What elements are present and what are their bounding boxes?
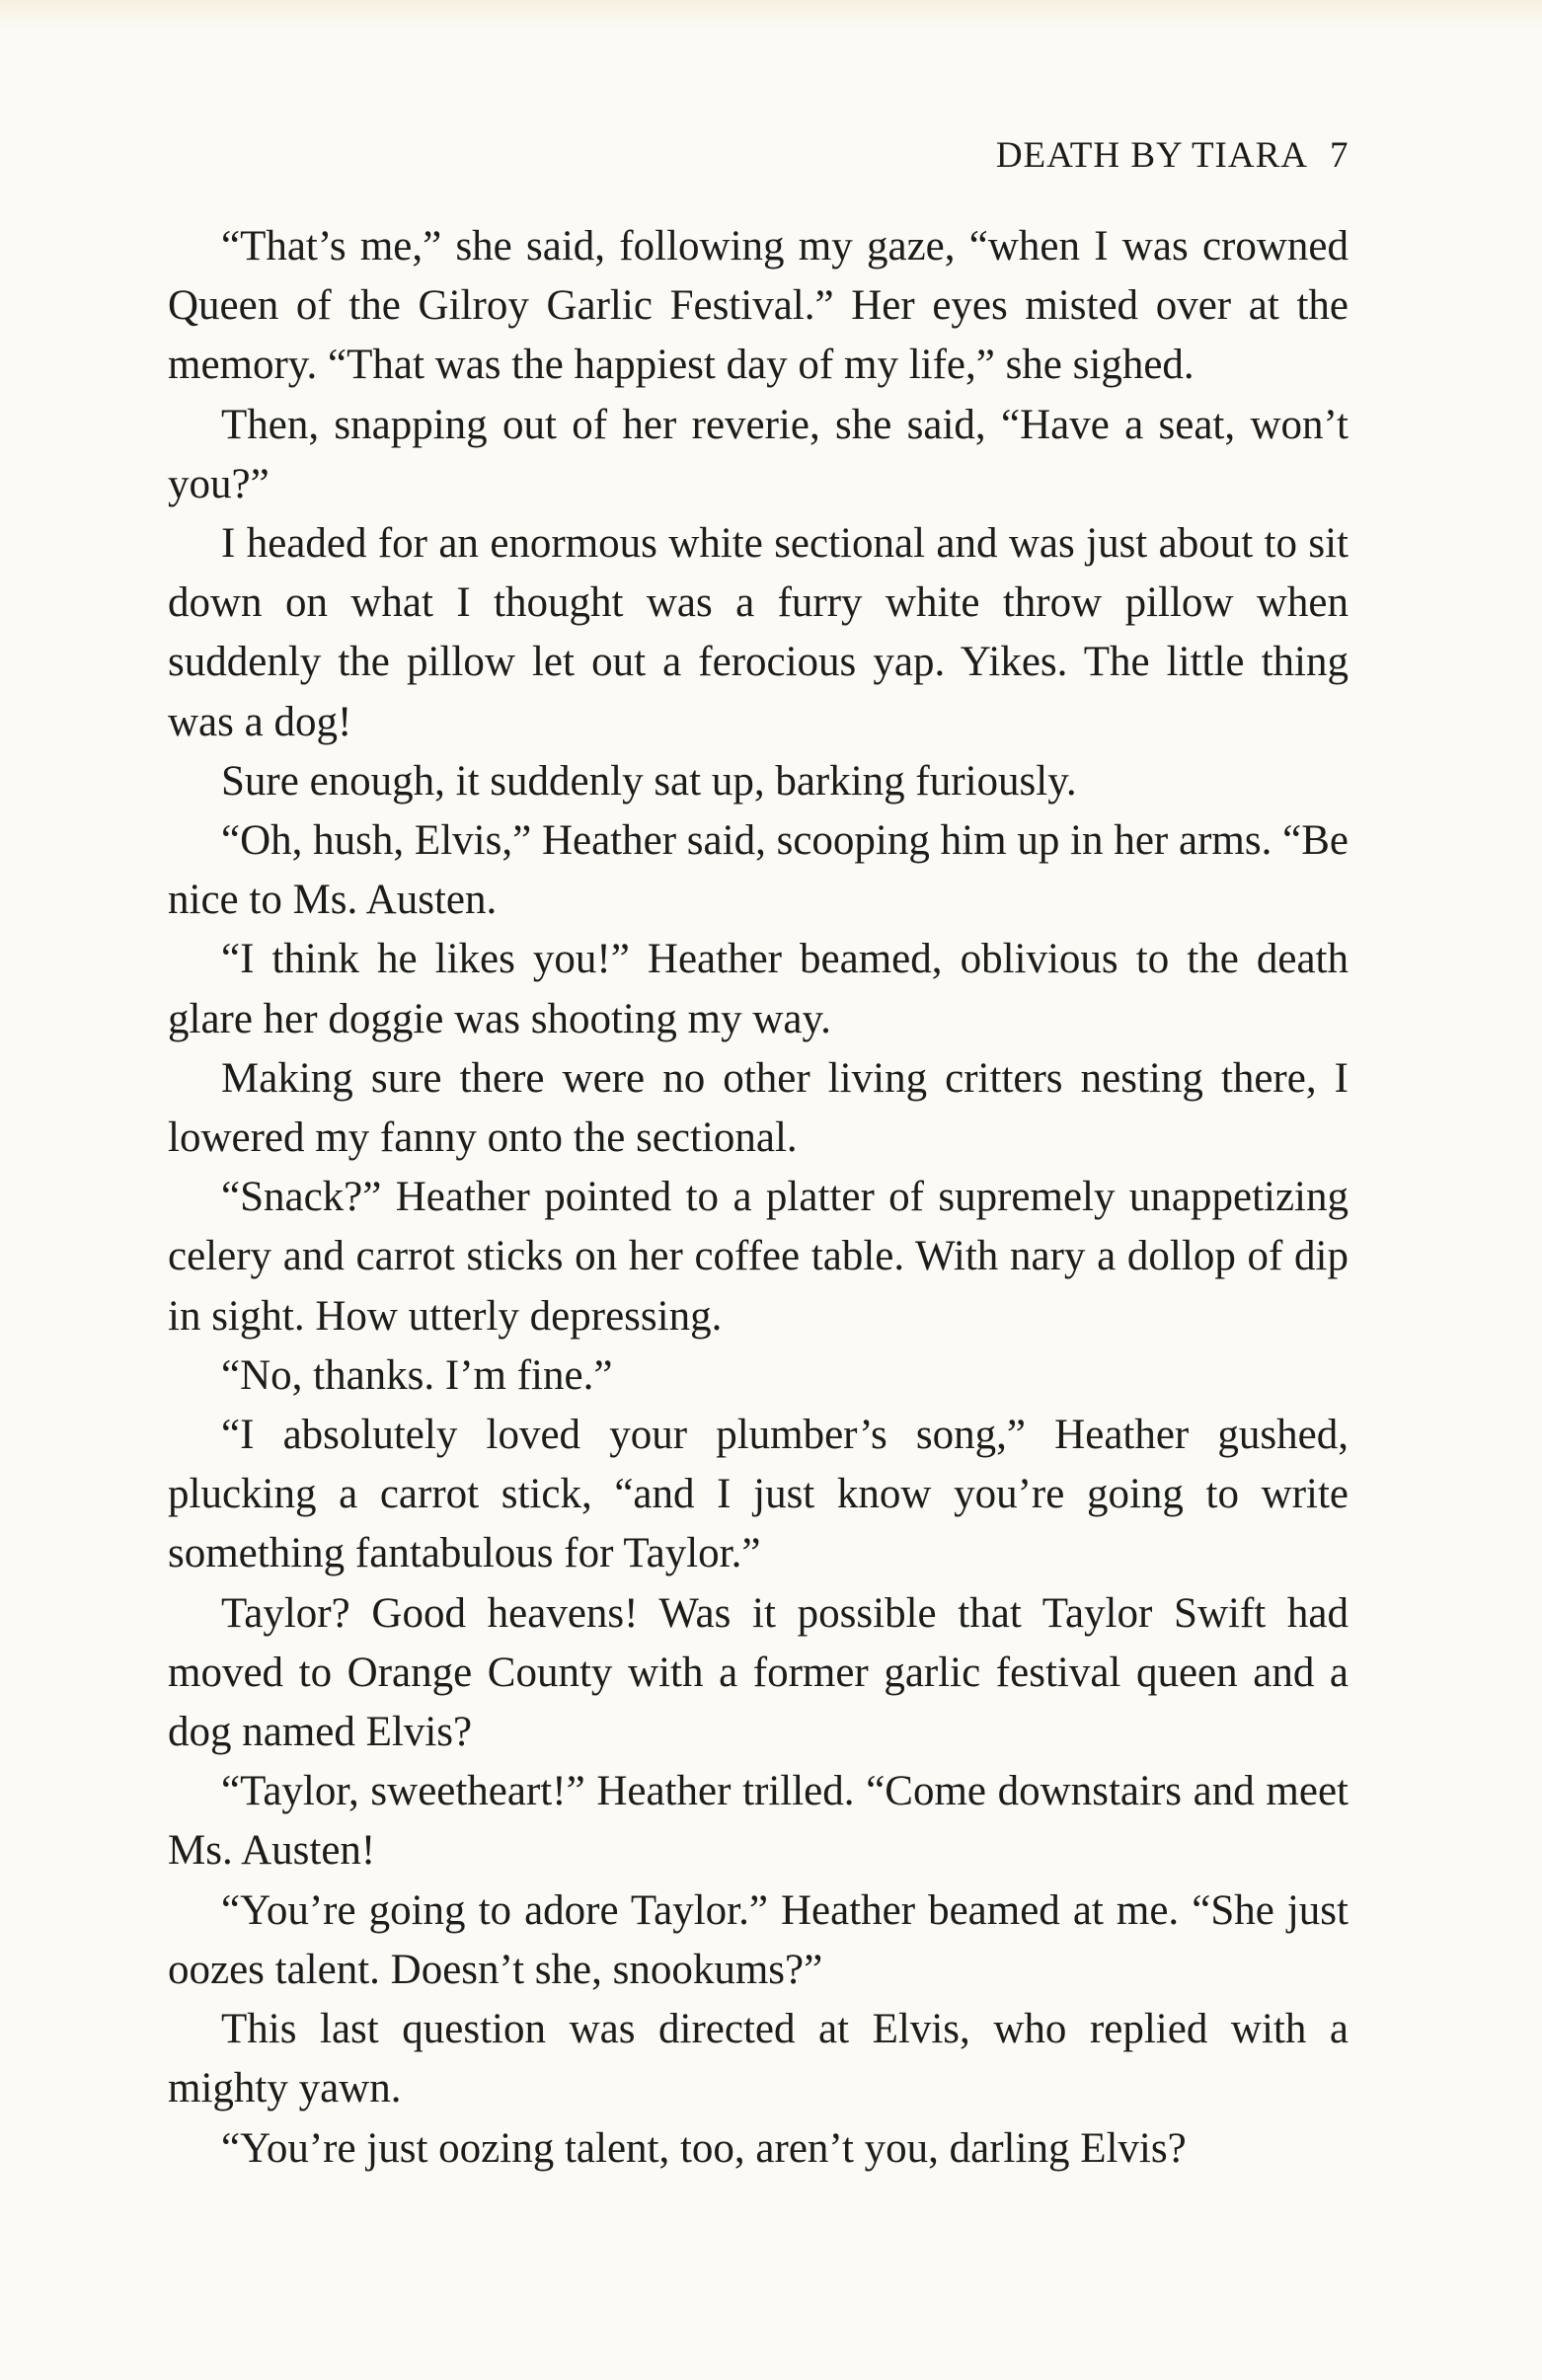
paragraph: “Taylor, sweetheart!” Heather trilled. “Come downstairs and meet Ms. Austen!	[168, 1768, 1349, 1875]
paragraph: Sure enough, it suddenly sat up, barking furiously.	[221, 757, 1077, 805]
page-number: 7	[1330, 135, 1349, 176]
running-head	[168, 132, 1349, 180]
paragraph: Making sure there were no other living critters nesting there, I lowered my fanny onto the sectional.	[168, 1054, 1349, 1162]
body-text	[168, 217, 1349, 2179]
paragraph: Taylor? Good heavens! Was it possible that Taylor Swift had moved to Orange County with a former garlic festival queen and a dog named Elvis?	[168, 1589, 1349, 1756]
paragraph: This last question was directed at Elvis, who replied with a mighty yawn.	[168, 2006, 1349, 2112]
paragraph: “You’re just oozing talent, too, aren’t you, darling Elvis?	[221, 2124, 1187, 2172]
paragraph: “I absolutely loved your plumber’s song,” Heather gushed, plucking a carrot stick, “and I just know you’re going to write something fantabulous for Taylor.”	[168, 1412, 1349, 1577]
paragraph: “No, thanks. I’m fine.”	[221, 1351, 613, 1399]
paragraph: “Oh, hush, Elvis,” Heather said, scooping him up in her arms. “Be nice to Ms. Austen.	[168, 817, 1349, 924]
paragraph: “I think he likes you!” Heather beamed, oblivious to the death glare her doggie was shooting my way.	[168, 936, 1349, 1042]
paragraph: I headed for an enormous white sectional and was just about to sit down on what I thought was a furry white throw pillow when suddenly the pillow let out a ferocious yap. Yikes. The little thing was a dog!	[168, 520, 1349, 745]
running-head-title: DEATH BY TIARA	[995, 135, 1308, 176]
paragraph: “Snack?” Heather pointed to a platter of supremely unappetizing celery and carrot sticks on her coffee table. With nary a dollop of dip in sight. How utterly depressing.	[168, 1174, 1349, 1340]
paragraph: Then, snapping out of her reverie, she said, “Have a seat, won’t you?”	[168, 401, 1349, 507]
paragraph: “You’re going to adore Taylor.” Heather beamed at me. “She just oozes talent. Doesn’t she, snookums?”	[168, 1886, 1349, 1993]
paragraph: “That’s me,” she said, following my gaze, “when I was crowned Queen of the Gilroy Garlic Festival.” Her eyes misted over at the memory. “That was the happiest day of my life,” she sighed.	[168, 223, 1349, 389]
